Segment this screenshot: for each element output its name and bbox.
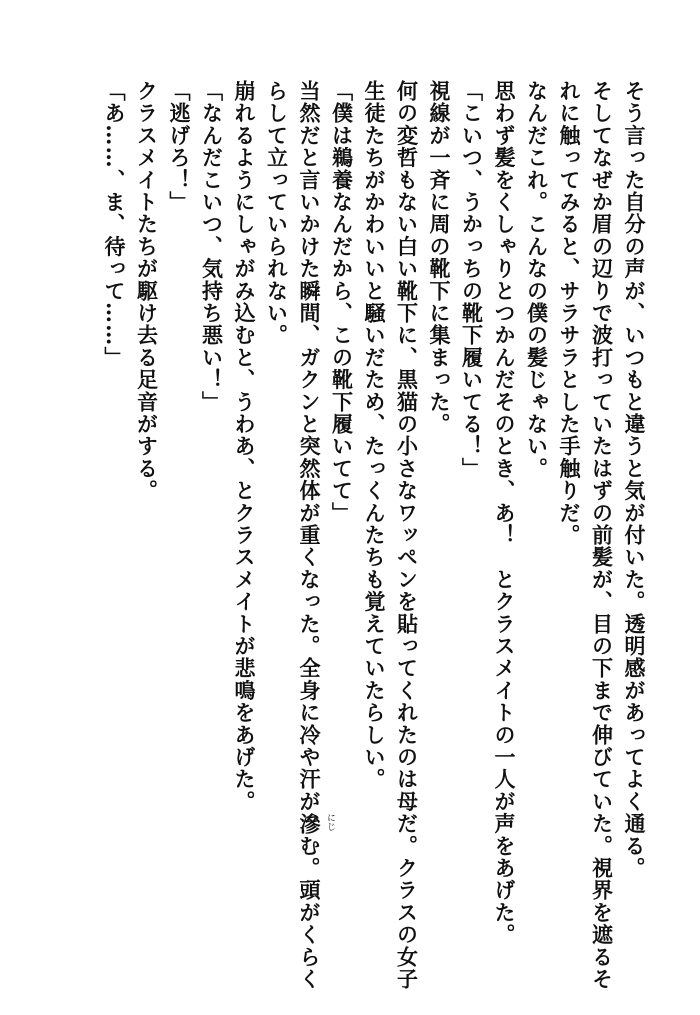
text-line-9: 生徒たちがかわいいと騒いだため、たっくんたちも覚えていたらしい。 [362, 80, 387, 791]
ruby-reading: にじ [325, 812, 335, 831]
text-line-10: 「僕は鵜養なんだから、この靴下履いてて」 [329, 80, 355, 524]
text-line-2: そしてなぜか眉の辺りで波打っていたはずの前髪が、目の下まで伸びていた。視界を遮るそ [589, 80, 615, 991]
text-line-3: れに触ってみると、サラサラとした手触りだ。 [557, 80, 582, 547]
text-line-8: 何の変哲もない白い靴下に、黒猫の小さなワッペンを貼ってくれたのは母だ。クラスの女子 [394, 80, 420, 991]
text-line-7: 視線が一斉に周の靴下に集まった。 [427, 80, 452, 436]
ruby-word [297, 812, 335, 835]
text-line-5: 思わず髪をくしゃりとつかんだそのとき、あ！ とクラスメイトの一人が声をあげた。 [492, 80, 517, 946]
text-line-17: 「あ……、ま、待って……」 [102, 80, 127, 369]
text-line-11-before: 当然だと言いかけた瞬間、ガクンと突然体が重くなった。全身に冷や汗が [297, 80, 322, 813]
text-line-15: 「逃げろ！」 [167, 80, 192, 214]
text-line-1: そう言った自分の声が、いつもと違うと気が付いた。透明感があってよく通る。 [622, 80, 647, 880]
text-line-16: クラスメイトたちが駆け去る足音がする。 [134, 80, 160, 502]
text-line-11 [293, 80, 335, 991]
text-line-13: 崩れるようにしゃがみ込むと、うわあ、とクラスメイトが悲鳴をあげた。 [232, 80, 257, 813]
vertical-text-body [98, 80, 651, 991]
text-line-6: 「こいつ、うかっちの靴下履いてる！」 [459, 80, 485, 480]
text-line-11-after: む。頭がくらく [297, 834, 322, 991]
text-line-14: 「なんだこいつ、気持ち悪い！」 [199, 80, 225, 413]
ruby-base: 滲 [297, 812, 322, 835]
text-line-4: なんだこれ。こんなの僕の髪じゃない。 [524, 80, 550, 480]
text-line-12: らして立っていられない。 [264, 80, 290, 347]
